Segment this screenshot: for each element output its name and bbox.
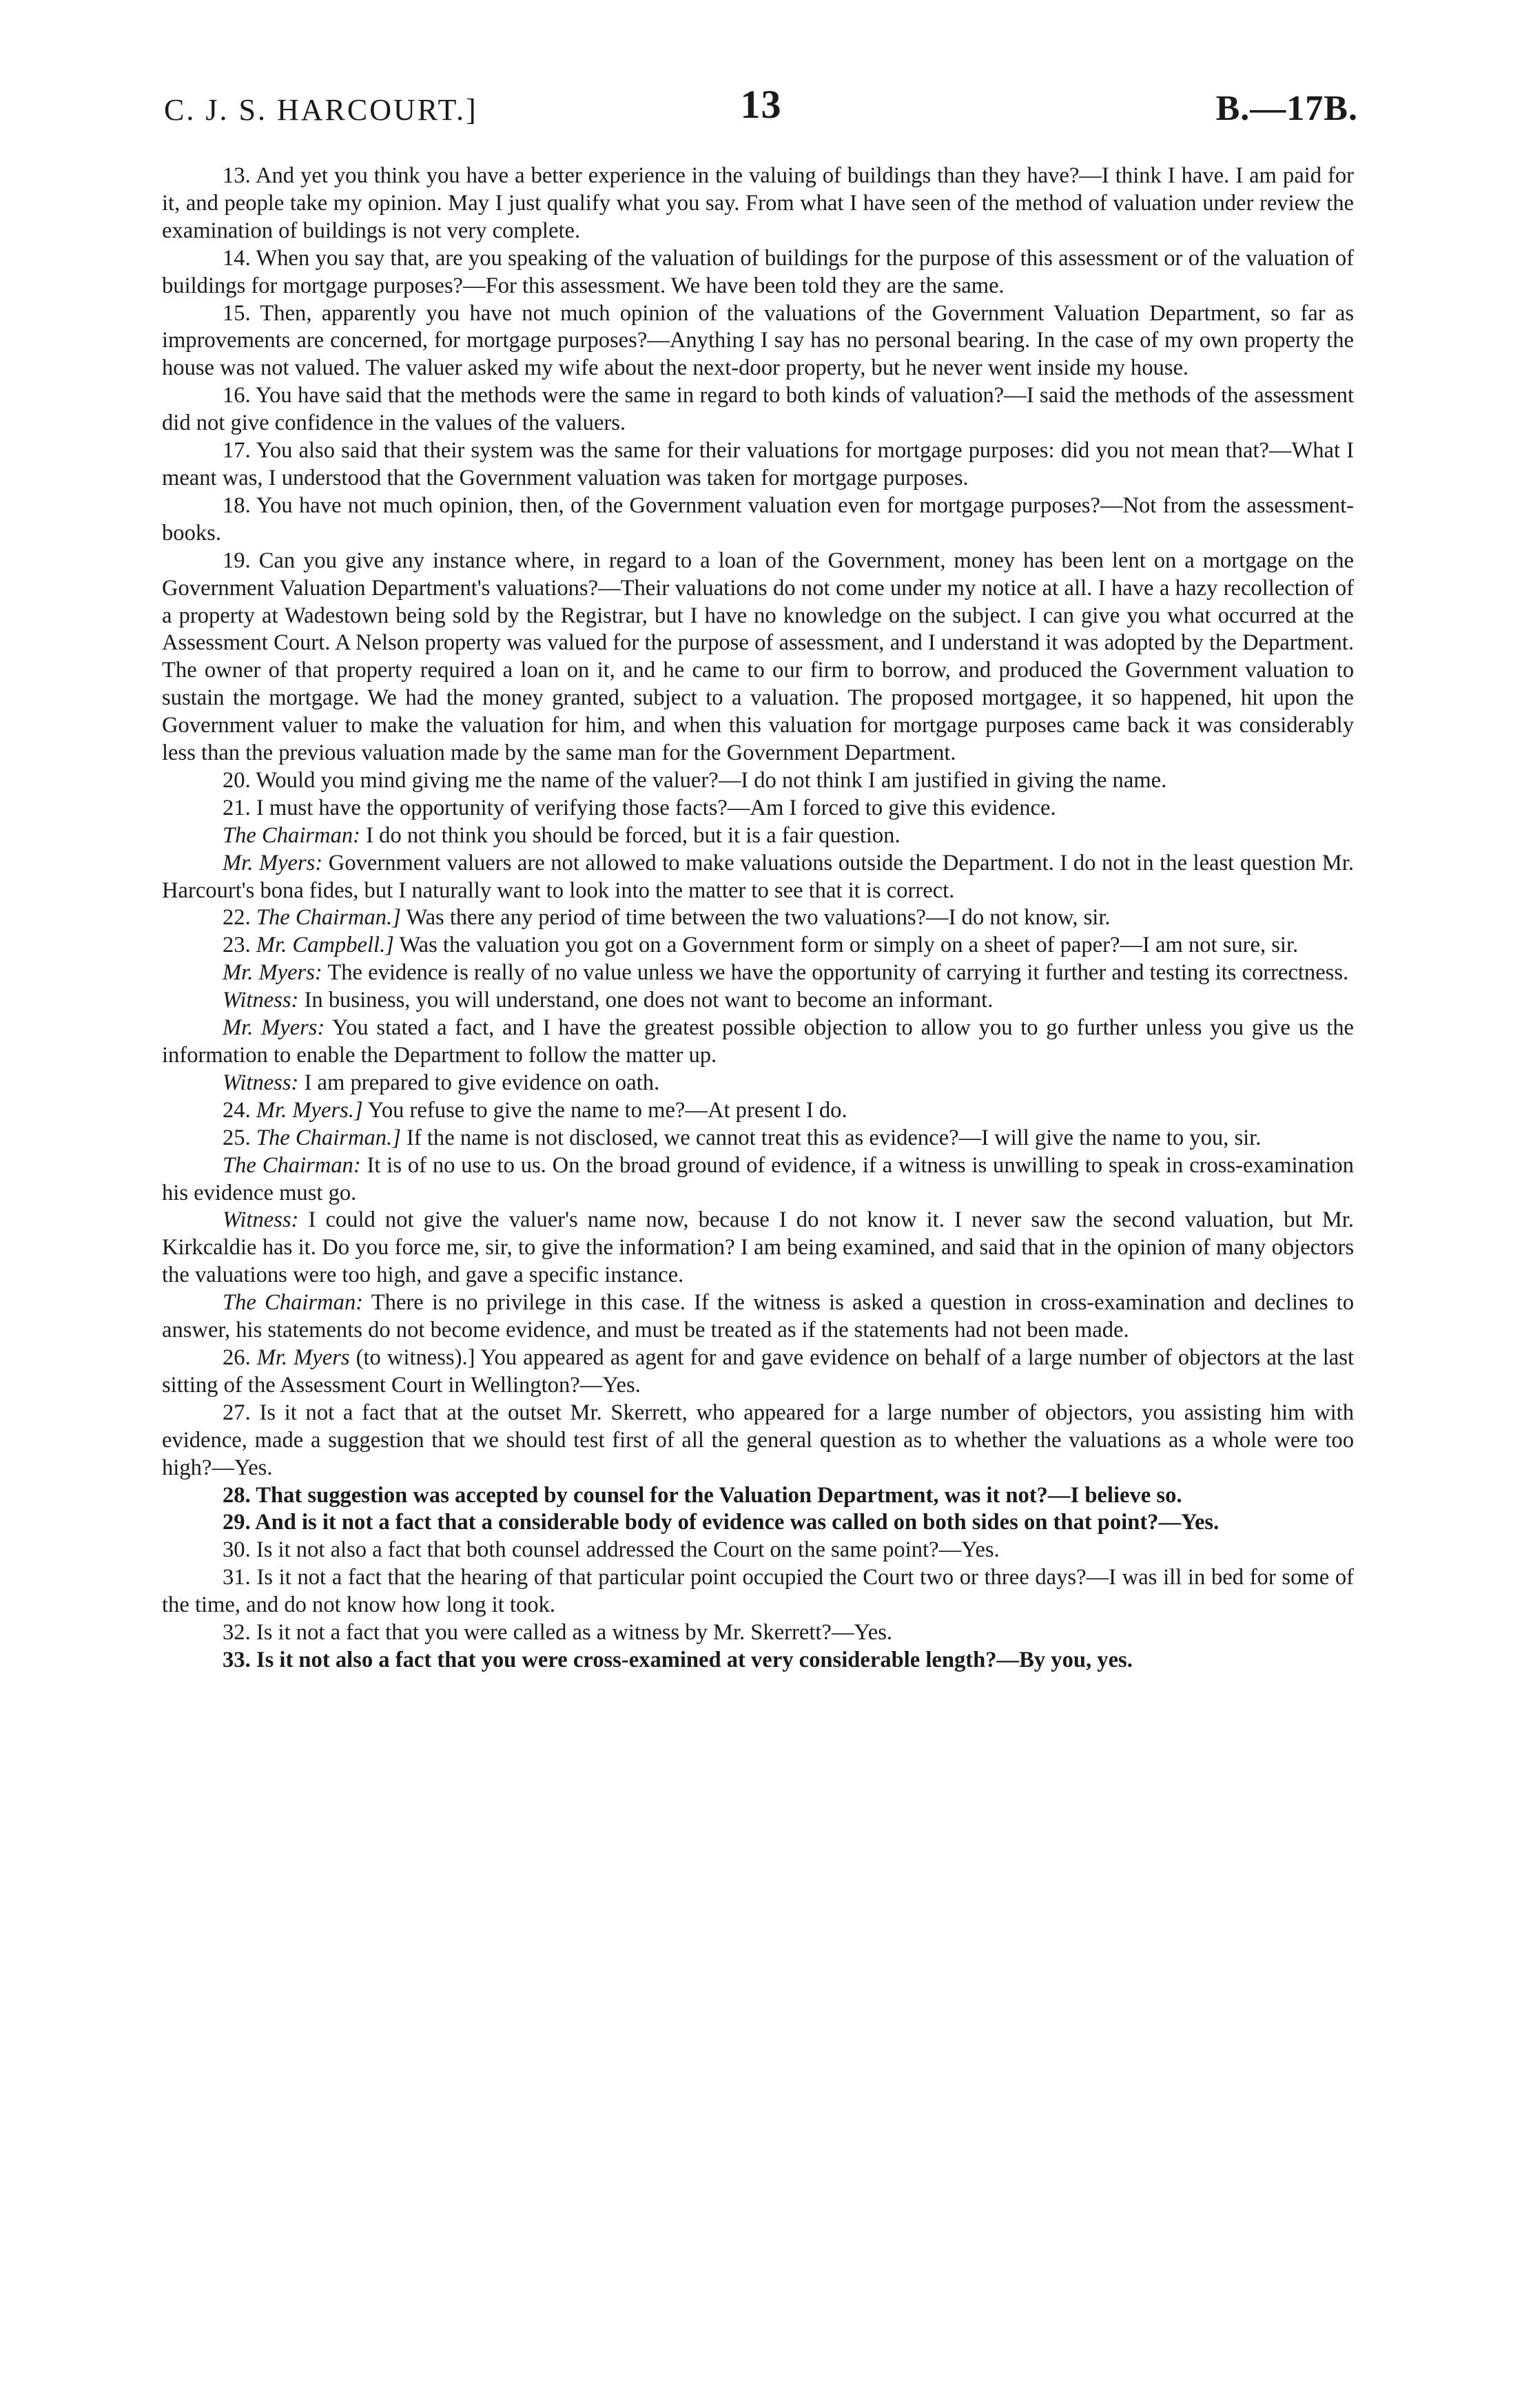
paragraph (162, 767, 1354, 795)
paragraph-number: 29. (223, 1510, 251, 1535)
speaker: Witness: (223, 1070, 299, 1095)
paragraph-text: When you say that, are you speaking of the valuation of buildings for the purpose of this assessment or of the valuation of buildings for mortgage purposes?—For this assessment. We have been told they are the same. (162, 245, 1354, 298)
paragraph (162, 932, 1354, 959)
speaker: The Chairman: (223, 1290, 364, 1316)
paragraph-text: Is it not also a fact that you were cross-examined at very considerable length?—By you, yes. (256, 1647, 1133, 1672)
paragraph (162, 795, 1354, 822)
page-number: 13 (740, 82, 782, 127)
paper-reference: B.—17B. (1215, 89, 1358, 128)
paragraph-text: And yet you think you have a better experience in the valuing of buildings than they have?—I think I have. I am paid for it, and people take my opinion. May I just qualify what you say. From what I have seen of the method of valuation under review the examination of buildings is not very complete. (162, 163, 1354, 243)
statement-text: I do not think you should be forced, but it is a fair question. (366, 822, 901, 848)
statement-text: Government valuers are not allowed to make valuations outside the Department. I do not in the least question Mr. Harcourt's bona fides, but I naturally want to look into the matter to see that it is correct. (162, 850, 1354, 903)
paragraph (162, 1537, 1354, 1564)
paragraph-text: Is it not a fact that at the outset Mr. Skerrett, who appeared for a large number of objectors, you assisting him with evidence, made a suggestion that we should test first of all the general question as to whether the valuations as a whole were too high?—Yes. (162, 1400, 1354, 1480)
statement (162, 1070, 1354, 1097)
paragraph-text: You also said that their system was the same for their valuations for mortgage purposes: did you not mean that?—What I meant was, I understood that the Government valuation was taken for mortgage purposes. (162, 438, 1354, 490)
paragraph (162, 163, 1354, 245)
paragraph-text: (to witness).] You appeared as agent for and gave evidence on behalf of a large number of objectors at the last sitting of the Assessment Court in Wellington?—Yes. (162, 1345, 1354, 1398)
paragraph (162, 1125, 1354, 1152)
paragraph-number: 24. (223, 1097, 251, 1123)
speaker: Mr. Myers: (223, 1015, 325, 1041)
statement-text: There is no privilege in this case. If the witness is asked a question in cross-examination and declines to answer, his statements do not become evidence, and must be treated as if the statements had not been made. (162, 1290, 1354, 1343)
paragraph-text: That suggestion was accepted by counsel for the Valuation Department, was it not?—I believe so. (256, 1482, 1182, 1508)
paragraph-text: You have said that the methods were the same in regard to both kinds of valuation?—I said the methods of the assessment did not give confidence in the values of the valuers. (162, 383, 1355, 436)
paragraph-text: Can you give any instance where, in regard to a loan of the Government, money has been lent on a mortgage on the Government Valuation Department's valuations?—Their valuations do not come under my notice at all. I have a hazy recollection of a property at Wadestown being sold by the Registrar, but I have no knowledge on the subject. I can give you what occurred at the Assessment Court. A Nelson property was valued for the purpose of assessment, and I understand it was adopted by the Department. The owner of that property required a loan on it, and he came to our firm to borrow, and produced the Government valuation to sustain the mortgage. We had the money granted, subject to a valuation. The proposed mortgagee, it so happened, hit upon the Government valuer to make the valuation for him, and when this valuation for mortgage purposes came back it was considerably less than the previous valuation made by the same man for the Government Department. (162, 548, 1354, 766)
paragraph-number: 14. (223, 245, 251, 271)
paragraph-number: 16. (223, 383, 251, 408)
speaker: Witness: (223, 1207, 299, 1233)
statement (162, 959, 1354, 987)
paragraph-number: 30. (223, 1537, 251, 1563)
statement (162, 1289, 1354, 1345)
speaker: The Chairman.] (256, 905, 401, 931)
paragraph (162, 1097, 1354, 1125)
paragraph-number: 23. (223, 933, 251, 958)
statement-text: It is of no use to us. On the broad ground of evidence, if a witness is unwilling to speak in cross-examination his evidence must go. (162, 1152, 1354, 1205)
paragraph-text: Then, apparently you have not much opinion of the valuations of the Government Valuation Department, so far as improvements are concerned, for mortgage purposes?—Anything I say has no personal bearing. In the case of my own property the house was not valued. The valuer asked my wife about the next-door property, but he never went inside my house. (162, 300, 1354, 381)
evidence-text (162, 163, 1354, 1674)
paragraph (162, 548, 1354, 767)
paragraph-text: Is it not a fact that you were called as a witness by Mr. Skerrett?—Yes. (256, 1620, 893, 1646)
statement-text: I could not give the valuer's name now, because I do not know it. I never saw the second valuation, but Mr. Kirkcaldie has it. Do you force me, sir, to give the information? I am being examined, and said that in the opinion of many objectors the valuations were too high, and gave a specific instance. (162, 1207, 1354, 1288)
paragraph (162, 1345, 1354, 1400)
speaker: The Chairman: (223, 822, 361, 848)
paragraph (162, 300, 1354, 383)
statement-text: I am prepared to give evidence on oath. (304, 1070, 660, 1095)
paragraph-text: You have not much opinion, then, of the Government valuation even for mortgage purposes?—Not from the assessment-books. (162, 492, 1354, 546)
paragraph-number: 20. (223, 767, 251, 793)
speaker: The Chairman.] (256, 1125, 401, 1150)
statement-text: The evidence is really of no value unless we have the opportunity of carrying it further and testing its correctness. (327, 960, 1349, 986)
paragraph-text: Is it not also a fact that both counsel addressed the Court on the same point?—Yes. (256, 1537, 1000, 1563)
speaker: Witness: (223, 988, 299, 1013)
paragraph (162, 1564, 1354, 1619)
paragraph-number: 28. (223, 1482, 251, 1508)
speaker: Mr. Myers (256, 1345, 350, 1370)
speaker: Mr. Myers: (223, 960, 322, 986)
paragraph (162, 245, 1354, 300)
paragraph-number: 22. (223, 905, 251, 931)
statement (162, 987, 1354, 1015)
paragraph-number: 32. (223, 1620, 251, 1646)
statement (162, 1015, 1354, 1070)
statement (162, 1152, 1354, 1207)
paragraph-number: 26. (223, 1345, 251, 1370)
paragraph (162, 382, 1354, 437)
speaker: Mr. Myers: (223, 850, 323, 875)
paragraph (162, 492, 1354, 548)
statement (162, 1207, 1354, 1289)
paragraph-number: 13. (223, 163, 251, 188)
paragraph (162, 437, 1354, 492)
speaker: Mr. Campbell.] (256, 933, 394, 958)
header-witness-name: C. J. S. HARCOURT.] (164, 93, 478, 127)
page-header (164, 81, 1358, 136)
paragraph-number: 18. (223, 492, 251, 518)
paragraph-number: 27. (223, 1400, 251, 1425)
paragraph-text: Would you mind giving me the name of the valuer?—I do not think I am justified in giving the name. (256, 767, 1167, 793)
paragraph-text: And is it not a fact that a considerable body of evidence was called on both sides on that point?—Yes. (255, 1510, 1220, 1535)
paragraph (162, 1647, 1354, 1674)
paragraph-text: I must have the opportunity of verifying those facts?—Am I forced to give this evidence. (256, 795, 1056, 820)
paragraph (162, 1400, 1354, 1482)
paragraph (162, 1619, 1354, 1647)
paragraph-number: 31. (223, 1565, 251, 1590)
paragraph-number: 25. (223, 1125, 251, 1150)
statement-text: You stated a fact, and I have the greatest possible objection to allow you to go further unless you give us the information to enable the Department to follow the matter up. (162, 1015, 1354, 1068)
paragraph (162, 1509, 1354, 1537)
paragraph-number: 19. (223, 548, 251, 573)
statement-text: In business, you will understand, one does not want to become an informant. (304, 988, 994, 1013)
paragraph-text: You refuse to give the name to me?—At present I do. (367, 1097, 847, 1123)
speaker: Mr. Myers.] (256, 1097, 363, 1123)
paragraph (162, 904, 1354, 932)
paragraph-text: Was the valuation you got on a Government form or simply on a sheet of paper?—I am not sure, sir. (399, 933, 1299, 958)
paragraph-number: 15. (223, 300, 251, 326)
paragraph-number: 21. (223, 795, 251, 820)
paragraph-text: If the name is not disclosed, we cannot treat this as evidence?—I will give the name to you, sir. (407, 1125, 1262, 1150)
paragraph-number: 17. (223, 438, 251, 464)
paragraph-text: Was there any period of time between the two valuations?—I do not know, sir. (406, 905, 1111, 931)
paragraph-number: 33. (223, 1647, 251, 1672)
paragraph-text: Is it not a fact that the hearing of that particular point occupied the Court two or three days?—I was ill in bed for some of the time, and do not know how long it took. (162, 1565, 1354, 1618)
paragraph (162, 1482, 1354, 1510)
speaker: The Chairman: (223, 1152, 361, 1178)
statement (162, 850, 1354, 905)
statement (162, 822, 1354, 850)
